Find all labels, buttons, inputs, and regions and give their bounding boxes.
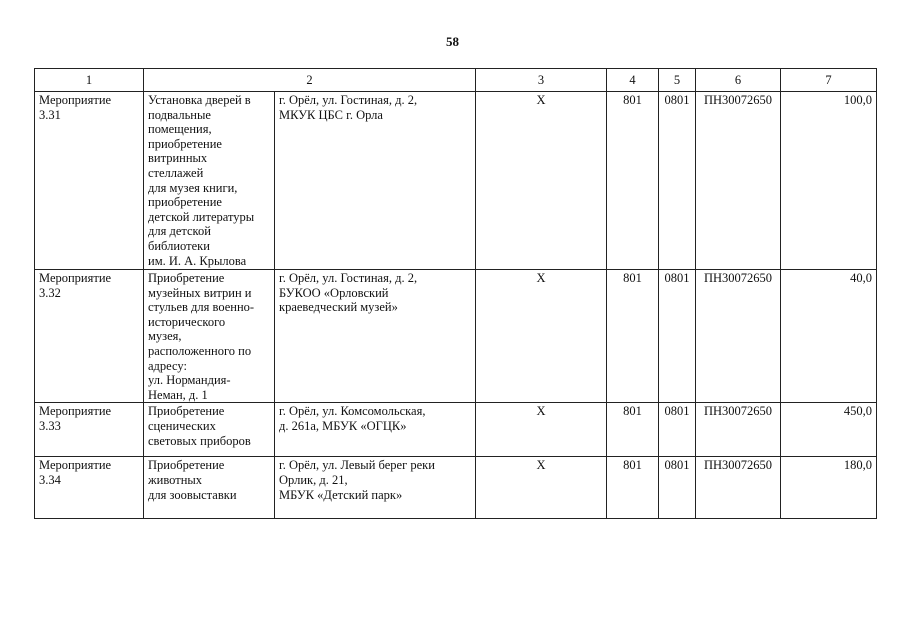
description-cell: Приобретение сценических световых приборов bbox=[144, 403, 275, 457]
col6-cell: ПН30072650 bbox=[696, 403, 781, 457]
col5-cell: 0801 bbox=[659, 270, 696, 403]
page-number: 58 bbox=[446, 34, 459, 49]
amount-cell: 450,0 bbox=[781, 403, 877, 457]
header-col-7: 7 bbox=[781, 69, 877, 92]
header-col-5: 5 bbox=[659, 69, 696, 92]
table-row bbox=[35, 92, 877, 270]
table-row bbox=[35, 270, 877, 403]
event-cell: Мероприятие 3.34 bbox=[35, 457, 144, 519]
event-cell: Мероприятие 3.32 bbox=[35, 270, 144, 403]
table-row bbox=[35, 457, 877, 519]
col3-cell: Х bbox=[476, 403, 607, 457]
col6-cell: ПН30072650 bbox=[696, 270, 781, 403]
description-cell: Установка дверей в подвальные помещения, приобретение витринных стеллажей для музея книги, приобретение детской литературы для детской библиотеки им. И. А. Крылова bbox=[144, 92, 275, 270]
col5-cell: 0801 bbox=[659, 457, 696, 519]
budget-table bbox=[34, 68, 877, 519]
header-col-1: 1 bbox=[35, 69, 144, 92]
col6-cell: ПН30072650 bbox=[696, 457, 781, 519]
col4-cell: 801 bbox=[607, 270, 659, 403]
header-col-2: 2 bbox=[144, 69, 476, 92]
col3-cell: Х bbox=[476, 457, 607, 519]
event-cell: Мероприятие 3.33 bbox=[35, 403, 144, 457]
col6-cell: ПН30072650 bbox=[696, 92, 781, 270]
col4-cell: 801 bbox=[607, 92, 659, 270]
address-cell: г. Орёл, ул. Гостиная, д. 2, БУКОО «Орловский краеведческий музей» bbox=[275, 270, 476, 403]
col5-cell: 0801 bbox=[659, 92, 696, 270]
description-cell: Приобретение животных для зоовыставки bbox=[144, 457, 275, 519]
address-cell: г. Орёл, ул. Гостиная, д. 2, МКУК ЦБС г. Орла bbox=[275, 92, 476, 270]
amount-cell: 180,0 bbox=[781, 457, 877, 519]
amount-cell: 40,0 bbox=[781, 270, 877, 403]
header-col-4: 4 bbox=[607, 69, 659, 92]
table-header-row bbox=[35, 69, 877, 92]
header-col-3: 3 bbox=[476, 69, 607, 92]
event-cell: Мероприятие 3.31 bbox=[35, 92, 144, 270]
table-row bbox=[35, 403, 877, 457]
col4-cell: 801 bbox=[607, 457, 659, 519]
address-cell: г. Орёл, ул. Левый берег реки Орлик, д. 21, МБУК «Детский парк» bbox=[275, 457, 476, 519]
col3-cell: Х bbox=[476, 270, 607, 403]
col5-cell: 0801 bbox=[659, 403, 696, 457]
description-cell: Приобретение музейных витрин и стульев для военно- исторического музея, расположенного по адресу: ул. Нормандия- Неман, д. 1 bbox=[144, 270, 275, 403]
col3-cell: Х bbox=[476, 92, 607, 270]
header-col-6: 6 bbox=[696, 69, 781, 92]
amount-cell: 100,0 bbox=[781, 92, 877, 270]
col4-cell: 801 bbox=[607, 403, 659, 457]
address-cell: г. Орёл, ул. Комсомольская, д. 261а, МБУК «ОГЦК» bbox=[275, 403, 476, 457]
